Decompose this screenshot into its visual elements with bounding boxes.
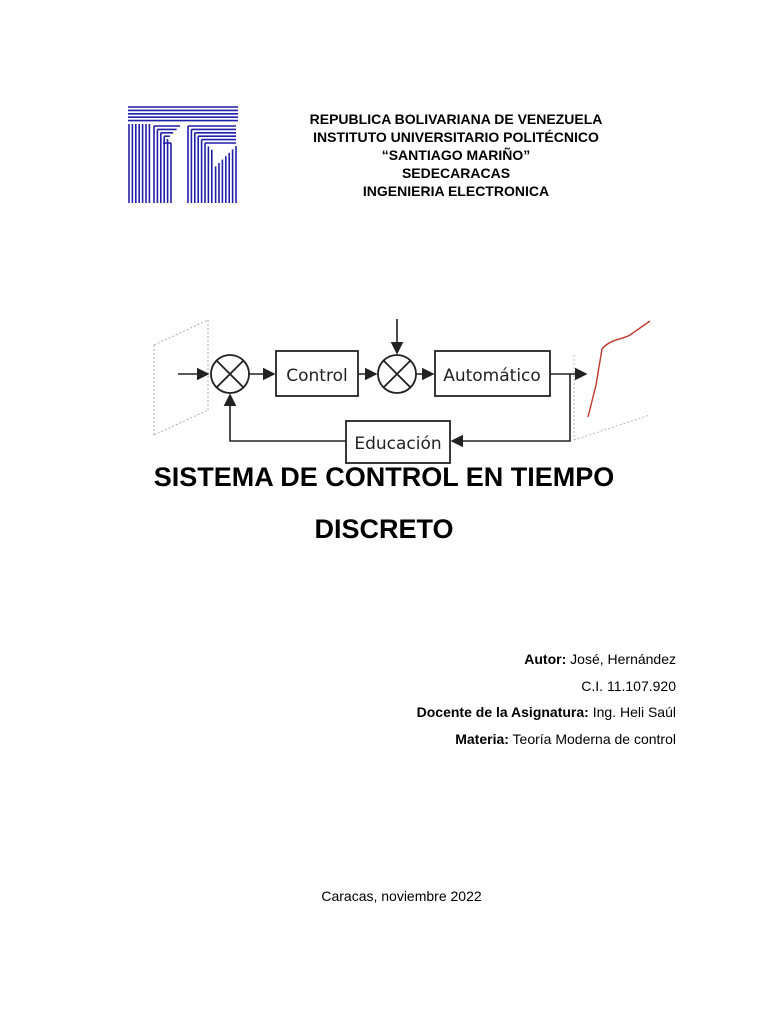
document-title-line-1: SISTEMA DE CONTROL EN TIEMPO [153,462,615,492]
educacion-block-label: Educación [354,434,442,454]
teacher-label: Docente de la Asignatura: [416,704,589,720]
summing-junction-2-icon [378,355,416,393]
control-block-label: Control [286,366,348,386]
header-line-name: “SANTIAGO MARIÑO” [381,147,531,163]
header-line-country: REPUBLICA BOLIVARIANA DE VENEZUELA [309,111,603,127]
header-line-institute: INSTITUTO UNIVERSITARIO POLITÉCNICO [313,129,599,145]
ci-row: C.I. 11.107.920 [581,677,676,694]
control-diagram [150,315,660,475]
author-info [417,646,676,752]
author-label: Autor: [524,651,567,667]
institution-header [256,110,656,200]
teacher-row [417,699,676,726]
header-line-career: INGENIERIA ELECTRONICA [362,183,550,199]
author-value: José, Hernández [566,651,676,667]
subject-label: Materia: [455,730,509,747]
teacher-value: Ing. Heli Saúl [588,704,676,720]
author-row [417,646,676,673]
header-line-campus: SEDECARACAS [401,165,511,181]
output-response-graph [574,321,650,440]
document-title-line-2: DISCRETO [314,514,454,544]
input-signal-plane [154,320,208,435]
subject-value: Teoría Moderna de control [508,730,676,747]
subject-row [417,726,676,753]
place-date: Caracas, noviembre 2022 [321,888,482,904]
summing-junction-1-icon [211,355,249,393]
automatico-block-label: Automático [443,366,541,386]
institute-logo-icon [128,106,238,204]
